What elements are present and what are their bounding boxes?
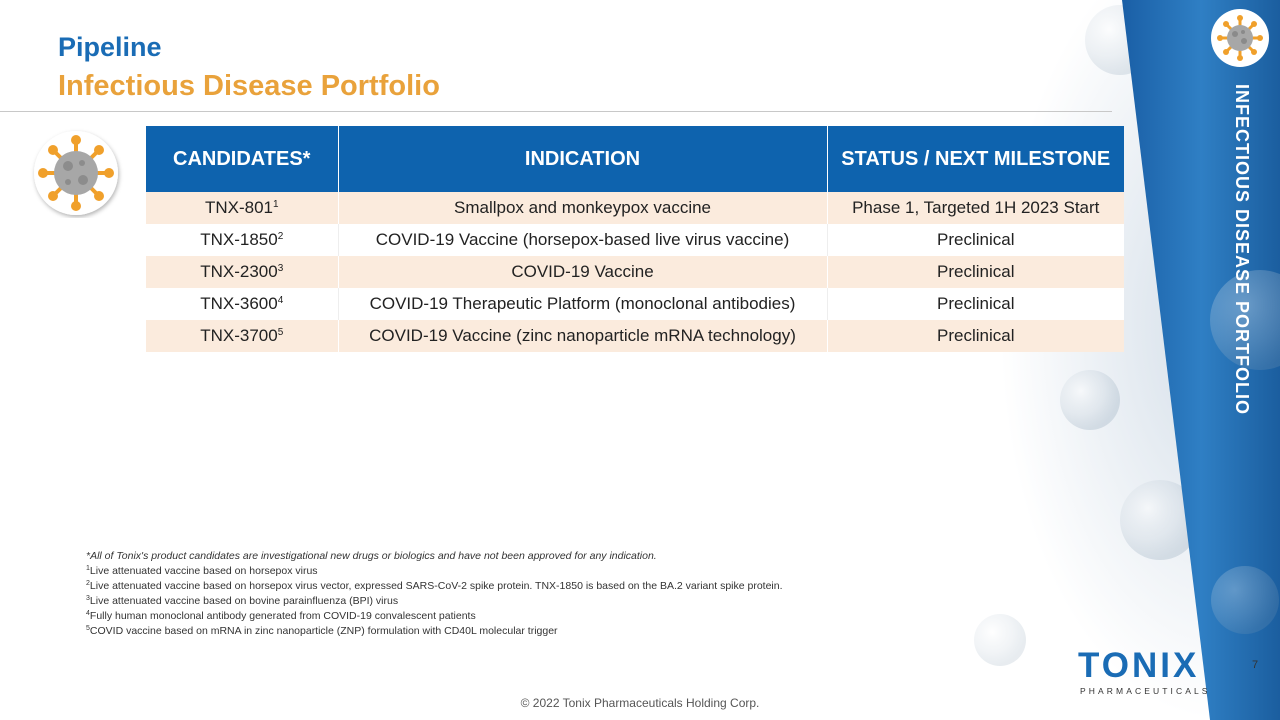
indication-cell: COVID-19 Therapeutic Platform (monoclonal antibodies) (338, 288, 827, 320)
footnote-item (86, 579, 783, 594)
virus-icon (28, 128, 124, 218)
candidate-name: TNX-801 (204, 198, 273, 217)
tonix-logo (1078, 646, 1211, 698)
candidate-cell (146, 256, 338, 288)
footnote-number: 2 (86, 580, 90, 587)
footnotes (86, 549, 783, 639)
indication-cell: COVID-19 Vaccine (338, 256, 827, 288)
footnote-disclaimer: *All of Tonix's product candidates are investigational new drugs or biologics and have not been approved for any indication. (86, 550, 657, 562)
footnote-ref: 1 (272, 199, 279, 210)
table-row (146, 288, 1124, 320)
header-indication: INDICATION (338, 126, 827, 192)
footnote-ref: 3 (277, 263, 284, 274)
candidate-name: TNX-3700 (200, 326, 278, 345)
page-title: Pipeline (58, 32, 162, 62)
footnote-text: COVID vaccine based on mRNA in zinc nanoparticle (ZNP) formulation with CD40L molecular trigger (89, 625, 558, 637)
status-cell: Preclinical (827, 256, 1124, 288)
footnote-text: Live attenuated vaccine based on horsepox virus vector, expressed SARS-CoV-2 spike protein. TNX-1850 is based on the BA.2 variant spike protein. (89, 580, 783, 592)
footnote-item (86, 564, 783, 579)
footnote-item (86, 594, 783, 609)
footnote-item (86, 624, 783, 639)
table-row (146, 320, 1124, 352)
indication-cell: COVID-19 Vaccine (horsepox-based live virus vaccine) (338, 224, 827, 256)
table-header-row (146, 126, 1124, 192)
title-divider (0, 111, 1112, 112)
footnote-text: Live attenuated vaccine based on horsepox virus (89, 565, 318, 577)
candidate-cell (146, 320, 338, 352)
page-number: 7 (1252, 659, 1259, 671)
virus-badge-icon (1216, 14, 1264, 62)
header-status: STATUS / NEXT MILESTONE (827, 126, 1124, 192)
footnote-number: 4 (86, 610, 90, 617)
status-cell: Phase 1, Targeted 1H 2023 Start (827, 192, 1124, 224)
candidate-cell (146, 288, 338, 320)
logo-wordmark: TONIX (1078, 646, 1200, 685)
status-cell: Preclinical (827, 224, 1124, 256)
copyright: © 2022 Tonix Pharmaceuticals Holding Corp. (520, 696, 760, 710)
candidate-name: TNX-1850 (200, 230, 278, 249)
candidate-cell (146, 192, 338, 224)
footnote-text: Fully human monoclonal antibody generated from COVID-19 convalescent patients (89, 610, 476, 622)
footnote-ref: 2 (277, 231, 284, 242)
indication-cell: Smallpox and monkeypox vaccine (338, 192, 827, 224)
candidate-cell (146, 224, 338, 256)
footnote-item (86, 609, 783, 624)
footnote-number: 1 (86, 565, 90, 572)
footnote-number: 3 (86, 595, 90, 602)
status-cell: Preclinical (827, 320, 1124, 352)
header-candidates: CANDIDATES* (146, 126, 338, 192)
candidate-name: TNX-3600 (200, 294, 278, 313)
footnote-ref: 4 (277, 295, 284, 306)
side-label-text: INFECTIOUS DISEASE PORTFOLIO (1232, 84, 1252, 416)
status-cell: Preclinical (827, 288, 1124, 320)
footnote-number: 5 (86, 625, 90, 632)
logo-subtext: PHARMACEUTICALS (1080, 686, 1211, 696)
table-row (146, 256, 1124, 288)
indication-cell: COVID-19 Vaccine (zinc nanoparticle mRNA technology) (338, 320, 827, 352)
page-subtitle: Infectious Disease Portfolio (58, 70, 440, 102)
footnote-ref: 5 (277, 327, 284, 338)
table-row (146, 224, 1124, 256)
pipeline-table (146, 126, 1124, 352)
candidate-name: TNX-2300 (200, 262, 278, 281)
table-row (146, 192, 1124, 224)
section-side-label (1228, 84, 1252, 444)
footnote-text: Live attenuated vaccine based on bovine parainfluenza (BPI) virus (89, 595, 399, 607)
